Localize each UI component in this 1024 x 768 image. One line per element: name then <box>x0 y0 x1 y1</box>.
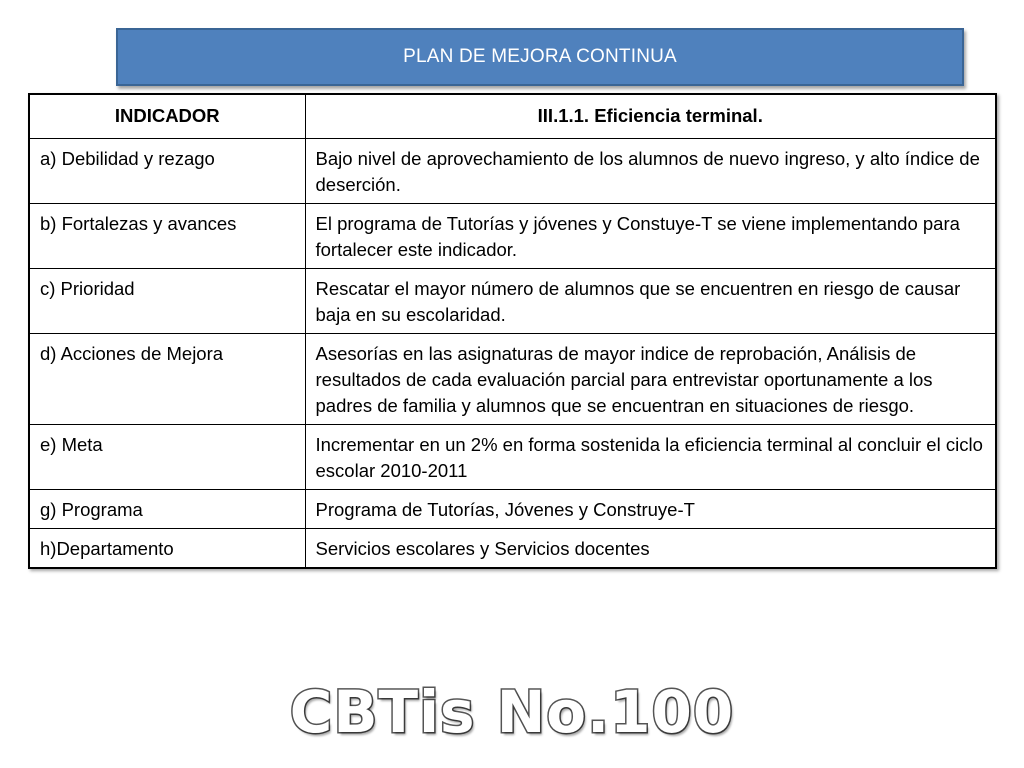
row-label-program: g) Programa <box>29 489 305 528</box>
row-value-strengths: El programa de Tutorías y jóvenes y Constuye-T se viene implementando para fortalecer este indicador. <box>305 203 996 268</box>
table-row <box>29 424 996 489</box>
row-value-program: Programa de Tutorías, Jóvenes y Construye-T <box>305 489 996 528</box>
improvement-plan-table <box>28 93 997 569</box>
indicator-value-header: III.1.1. Eficiencia terminal. <box>305 94 996 138</box>
row-label-weakness: a) Debilidad y rezago <box>29 138 305 203</box>
table-row <box>29 268 996 333</box>
row-label-actions: d) Acciones de Mejora <box>29 333 305 424</box>
plan-title: PLAN DE MEJORA CONTINUA <box>403 46 677 67</box>
table-header-row <box>29 94 996 138</box>
row-label-priority: c) Prioridad <box>29 268 305 333</box>
indicator-header: INDICADOR <box>29 94 305 138</box>
row-value-goal: Incrementar en un 2% en forma sostenida la eficiencia terminal al concluir el ciclo escolar 2010-2011 <box>305 424 996 489</box>
school-name-wordart: CBTis No.100 <box>289 678 735 746</box>
row-value-priority: Rescatar el mayor número de alumnos que se encuentren en riesgo de causar baja en su escolaridad. <box>305 268 996 333</box>
plan-title-banner <box>116 28 964 86</box>
row-label-goal: e) Meta <box>29 424 305 489</box>
row-value-weakness: Bajo nivel de aprovechamiento de los alumnos de nuevo ingreso, y alto índice de deserción. <box>305 138 996 203</box>
row-label-department: h)Departamento <box>29 528 305 568</box>
table-row <box>29 528 996 568</box>
row-value-actions: Asesorías en las asignaturas de mayor indice de reprobación, Análisis de resultados de cada evaluación parcial para entrevistar oportunamente a los padres de familia y alumnos que se encuentran en situaciones de riesgo. <box>305 333 996 424</box>
table-row <box>29 489 996 528</box>
row-value-department: Servicios escolares y Servicios docentes <box>305 528 996 568</box>
table-row <box>29 203 996 268</box>
row-label-strengths: b) Fortalezas y avances <box>29 203 305 268</box>
table-row <box>29 138 996 203</box>
table-row <box>29 333 996 424</box>
